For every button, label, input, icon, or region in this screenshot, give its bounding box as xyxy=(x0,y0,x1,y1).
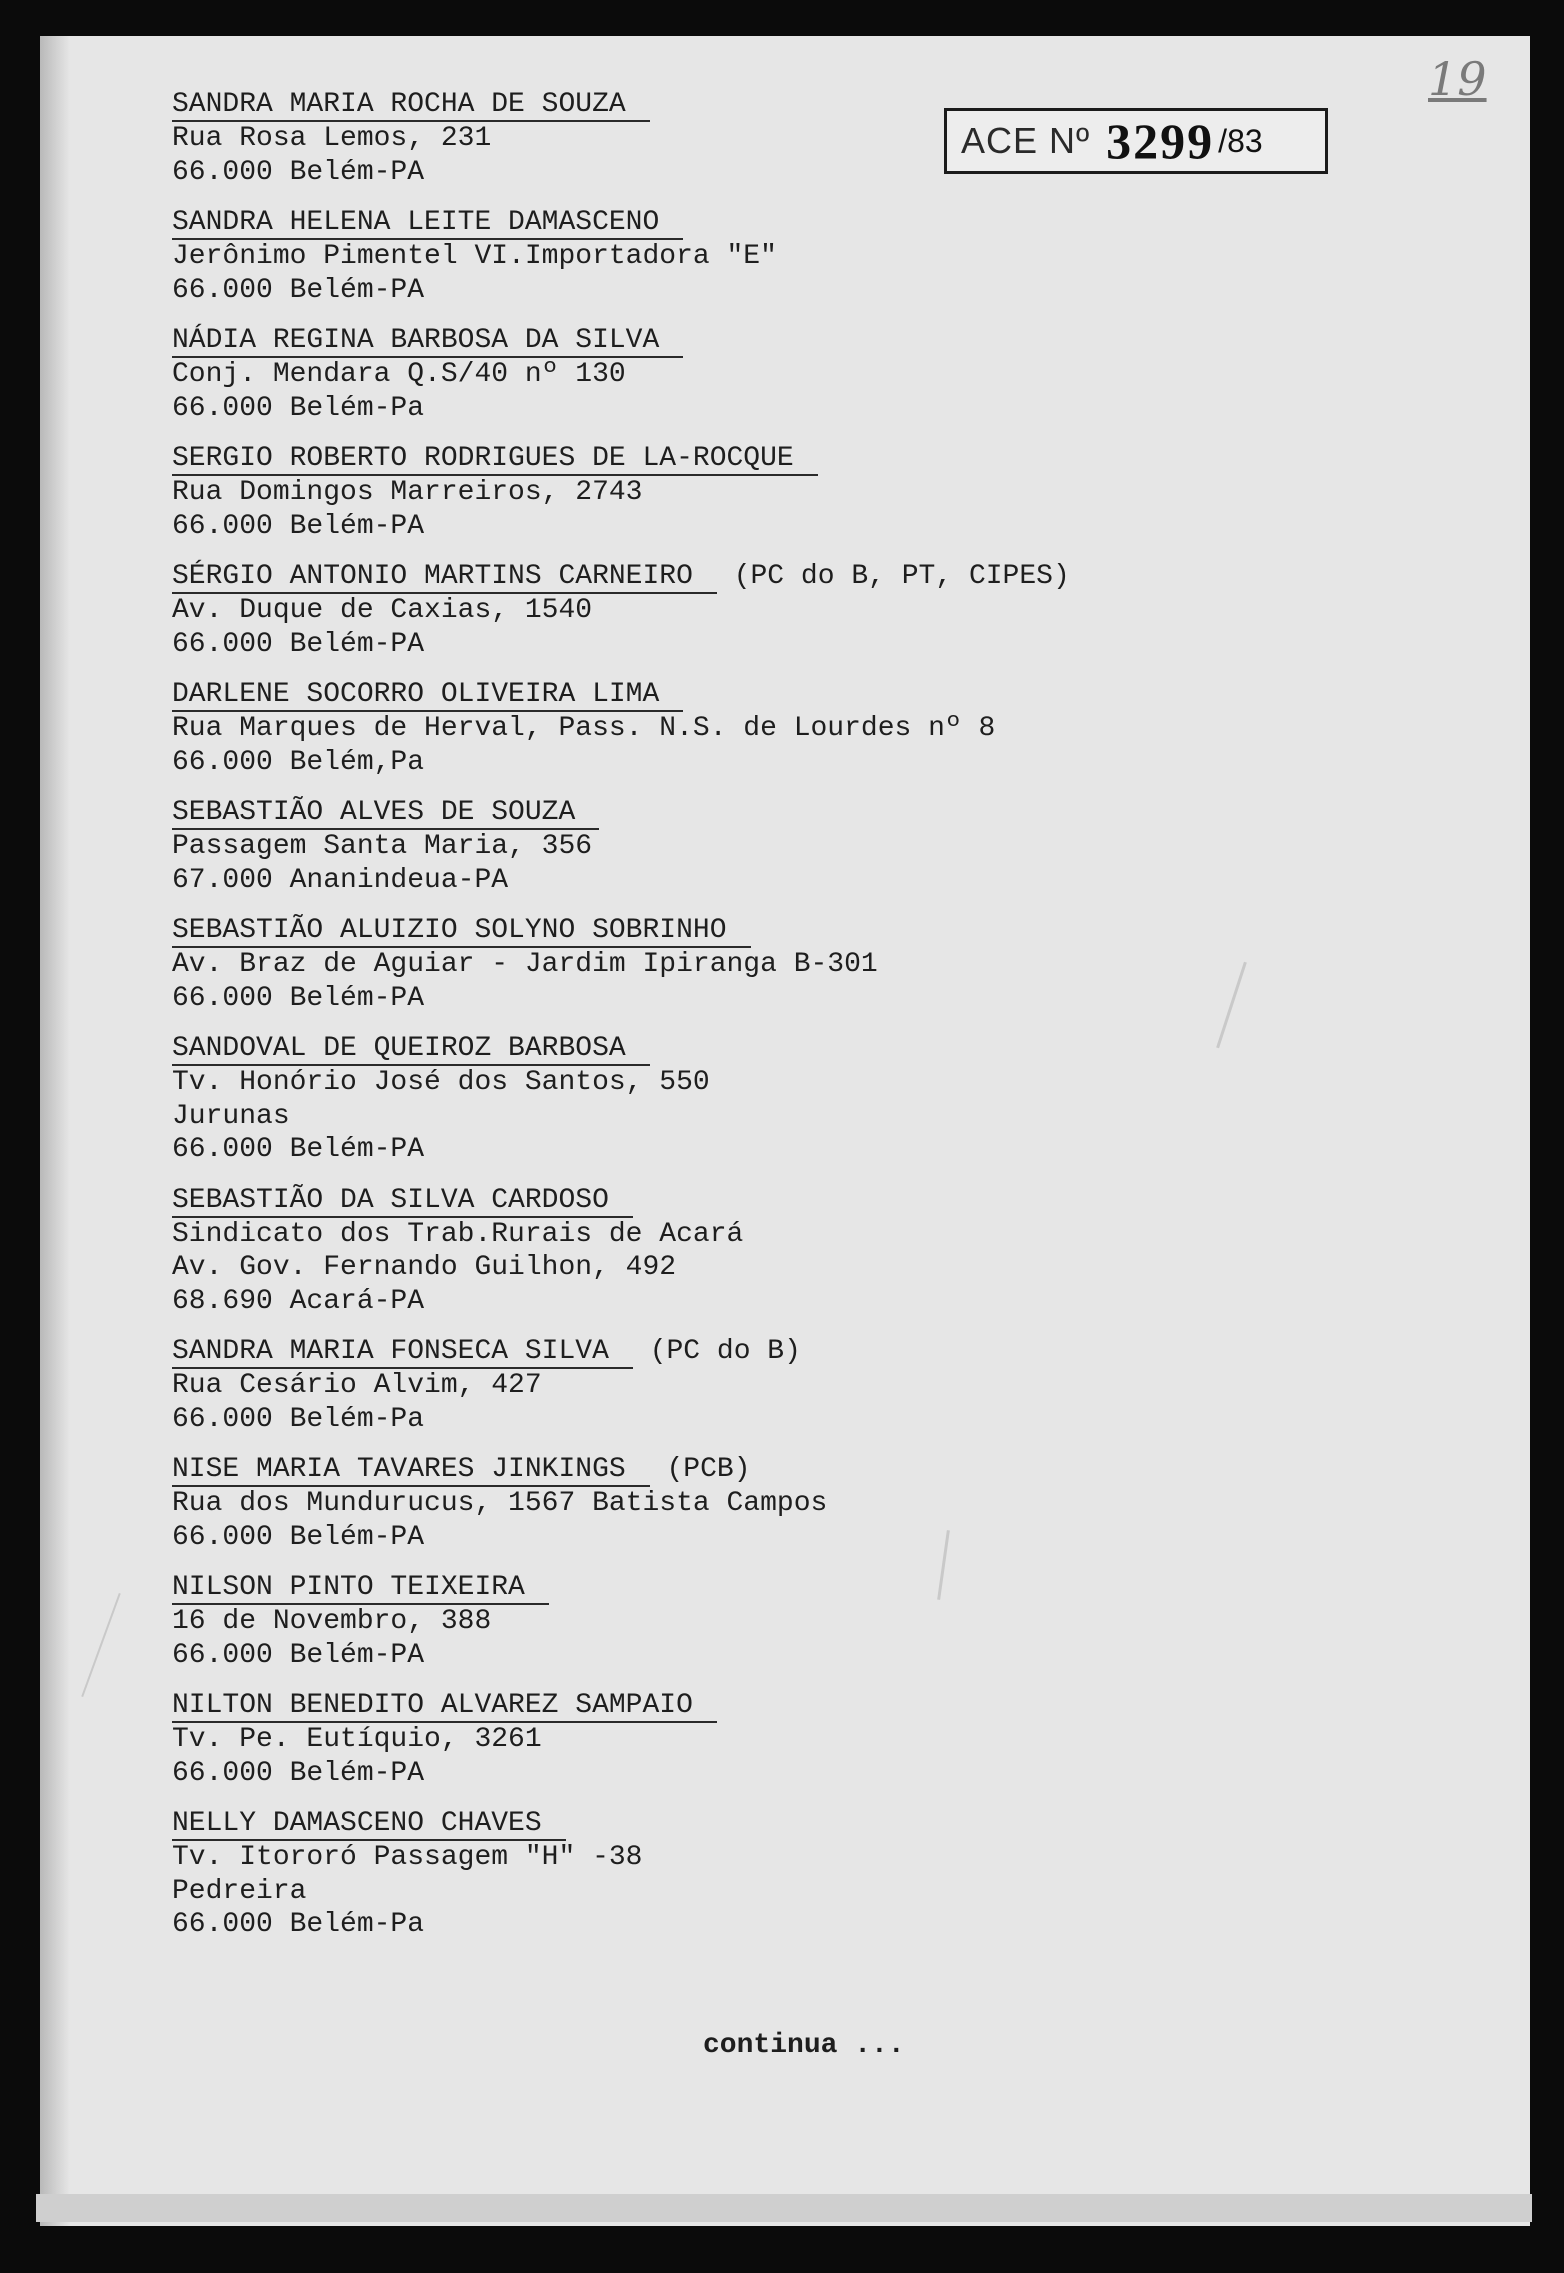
entry-name: SANDRA MARIA ROCHA DE SOUZA xyxy=(172,90,650,122)
entry-line: 66.000 Belém-PA xyxy=(172,274,425,306)
entry-line: Rua Domingos Marreiros, 2743 xyxy=(172,477,643,508)
entry-line: 66.000 Belém-PA xyxy=(172,1757,425,1789)
list-item xyxy=(172,206,1222,307)
entry-line: Passagem Santa Maria, 356 xyxy=(172,831,593,862)
entry-affiliation: (PCB) xyxy=(666,1454,751,1485)
page-bottom-edge xyxy=(36,2194,1532,2222)
list-item xyxy=(172,1571,1222,1672)
entry-name: SEBASTIÃO ALUIZIO SOLYNO SOBRINHO xyxy=(172,916,751,948)
entry-name: SEBASTIÃO ALVES DE SOUZA xyxy=(172,798,599,830)
entry-line: Rua dos Mundurucus, 1567 Batista Campos xyxy=(172,1488,828,1519)
entry-line: 66.000 Belém-PA xyxy=(172,156,425,188)
continua-label: continua ... xyxy=(703,2030,905,2061)
entry-affiliation: (PC do B, PT, CIPES) xyxy=(733,561,1070,592)
stamp-year: /83 xyxy=(1218,122,1263,159)
entry-line: Tv. Honório José dos Santos, 550 xyxy=(172,1067,710,1098)
entry-line: Av. Duque de Caxias, 1540 xyxy=(172,595,593,626)
entry-line: 66.000 Belém-PA xyxy=(172,1639,425,1671)
entry-line: 66.000 Belém-PA xyxy=(172,1134,425,1165)
stamp-label: ACE Nº xyxy=(961,120,1091,161)
list-item xyxy=(172,442,1222,543)
entry-line: 67.000 Ananindeua-PA xyxy=(172,864,509,896)
entry-line: Pedreira xyxy=(172,1875,307,1907)
entry-line: 16 de Novembro, 388 xyxy=(172,1606,492,1637)
entry-line: Conj. Mendara Q.S/40 nº 130 xyxy=(172,359,626,390)
list-item xyxy=(172,1807,1222,1942)
page-edge-shadow xyxy=(40,36,70,2226)
list-item xyxy=(172,560,1222,661)
list-item xyxy=(172,1032,1222,1167)
list-item xyxy=(172,678,1222,779)
entry-name: SERGIO ROBERTO RODRIGUES DE LA-ROCQUE xyxy=(172,444,818,476)
stamp-number: 3299 xyxy=(1106,113,1215,169)
list-item xyxy=(172,1184,1222,1319)
entry-line: Tv. Pe. Eutíquio, 3261 xyxy=(172,1724,542,1755)
entry-name: NÁDIA REGINA BARBOSA DA SILVA xyxy=(172,326,683,358)
entry-name: NELLY DAMASCENO CHAVES xyxy=(172,1809,566,1841)
entry-line: 66.000 Belém-Pa xyxy=(172,1403,425,1435)
entry-line: 66.000 Belém-PA xyxy=(172,510,425,542)
list-item xyxy=(172,1453,1222,1554)
entry-line: 66.000 Belém-Pa xyxy=(172,392,425,424)
entry-affiliation: (PC do B) xyxy=(649,1336,801,1367)
entry-line: Av. Braz de Aguiar - Jardim Ipiranga B-301 xyxy=(172,949,878,980)
entry-line: 68.690 Acará-PA xyxy=(172,1285,425,1317)
page-number: 19 xyxy=(1428,52,1487,106)
entry-name: DARLENE SOCORRO OLIVEIRA LIMA xyxy=(172,680,683,712)
entry-line: 66.000 Belém-Pa xyxy=(172,1909,425,1940)
entry-name: SÉRGIO ANTONIO MARTINS CARNEIRO xyxy=(172,562,717,594)
list-item xyxy=(172,1335,1222,1436)
entry-name: NILSON PINTO TEIXEIRA xyxy=(172,1573,549,1605)
entry-line: 66.000 Belém-PA xyxy=(172,982,425,1014)
entry-line: Jurunas xyxy=(172,1100,290,1132)
entry-line: 66.000 Belém-PA xyxy=(172,628,425,660)
entry-line: Rua Cesário Alvim, 427 xyxy=(172,1370,542,1401)
entry-line: 66.000 Belém-PA xyxy=(172,1521,425,1553)
entry-name: SEBASTIÃO DA SILVA CARDOSO xyxy=(172,1186,633,1218)
entry-line: Sindicato dos Trab.Rurais de Acará xyxy=(172,1218,744,1250)
entry-name: SANDRA HELENA LEITE DAMASCENO xyxy=(172,208,683,240)
list-item xyxy=(172,1689,1222,1790)
entry-name: NISE MARIA TAVARES JINKINGS xyxy=(172,1455,650,1487)
list-item xyxy=(172,324,1222,425)
entry-name: SANDOVAL DE QUEIROZ BARBOSA xyxy=(172,1034,650,1066)
entry-name: SANDRA MARIA FONSECA SILVA xyxy=(172,1337,633,1369)
entry-line: 66.000 Belém,Pa xyxy=(172,746,425,778)
list-item xyxy=(172,88,1222,189)
entry-line: Rua Rosa Lemos, 231 xyxy=(172,123,492,154)
address-list xyxy=(172,88,1222,1959)
entry-line: Av. Gov. Fernando Guilhon, 492 xyxy=(172,1252,677,1283)
entry-name: NILTON BENEDITO ALVAREZ SAMPAIO xyxy=(172,1691,717,1723)
list-item xyxy=(172,914,1222,1015)
entry-line: Tv. Itororó Passagem "H" -38 xyxy=(172,1842,643,1873)
entry-line: Rua Marques de Herval, Pass. N.S. de Lourdes nº 8 xyxy=(172,713,996,744)
list-item xyxy=(172,796,1222,897)
entry-line: Jerônimo Pimentel VI.Importadora "E" xyxy=(172,241,777,272)
